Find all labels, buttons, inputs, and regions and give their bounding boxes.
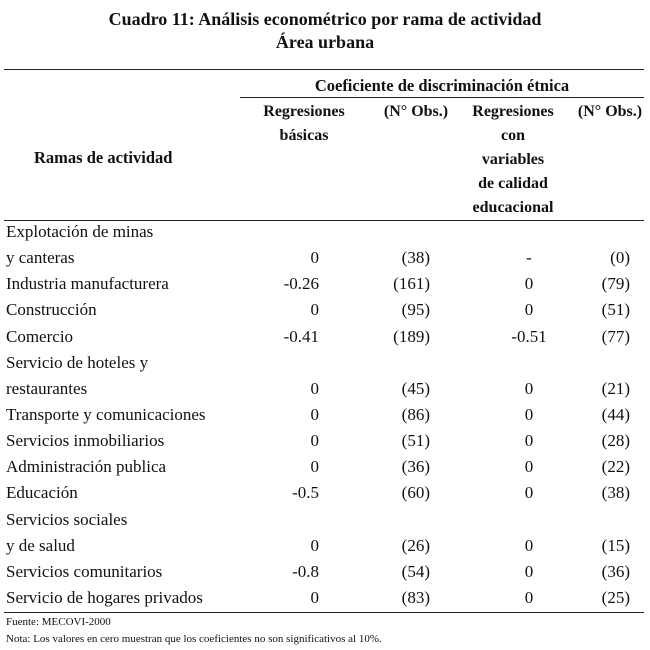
cell-obs-1: (36) bbox=[401, 457, 430, 477]
row-name: Construcción bbox=[6, 300, 97, 320]
col-header-obs-2: (N° Obs.) bbox=[577, 103, 643, 120]
table-row bbox=[0, 402, 650, 428]
cell-obs-2: (21) bbox=[601, 378, 630, 398]
top-rule bbox=[4, 69, 644, 70]
cell-regresiones-calidad: 0 bbox=[524, 535, 534, 555]
row-name: y de salud bbox=[6, 535, 75, 555]
cell-obs-1: (83) bbox=[401, 587, 430, 607]
cell-regresiones-calidad: 0 bbox=[524, 431, 534, 451]
table-subtitle: Área urbana bbox=[275, 32, 375, 52]
row-name: y canteras bbox=[6, 248, 75, 268]
row-name: Comercio bbox=[6, 326, 74, 346]
cell-obs-2: (28) bbox=[601, 431, 630, 451]
table-row bbox=[0, 245, 650, 271]
cell-regresiones-basicas: -0.8 bbox=[292, 561, 319, 581]
cell-regresiones-calidad: -0.51 bbox=[511, 326, 547, 346]
footnote: Nota: Los valores en cero muestran que los coeficientes no son significativos al 10%. bbox=[6, 633, 382, 645]
cell-regresiones-calidad: 0 bbox=[524, 457, 534, 477]
source-note: Fuente: MECOVI-2000 bbox=[6, 616, 111, 628]
cell-regresiones-basicas: 0 bbox=[310, 404, 319, 424]
cell-regresiones-calidad: 0 bbox=[524, 561, 534, 581]
cell-obs-2: (25) bbox=[601, 587, 630, 607]
cell-obs-2: (15) bbox=[601, 535, 630, 555]
table-row bbox=[0, 454, 650, 480]
cell-obs-1: (189) bbox=[393, 326, 430, 346]
cell-regresiones-calidad: 0 bbox=[524, 378, 534, 398]
cell-obs-1: (51) bbox=[401, 431, 430, 451]
table-row-label-line bbox=[0, 507, 650, 533]
cell-regresiones-basicas: -0.41 bbox=[283, 326, 319, 346]
cell-regresiones-calidad: 0 bbox=[524, 483, 534, 503]
table-row bbox=[0, 297, 650, 323]
row-name: Servicio de hogares privados bbox=[6, 587, 203, 607]
row-header-label: Ramas de actividad bbox=[34, 148, 173, 167]
cell-obs-2: (79) bbox=[601, 274, 630, 294]
row-name: Servicios inmobiliarios bbox=[6, 431, 165, 451]
table-row bbox=[0, 585, 650, 611]
row-name: Industria manufacturera bbox=[6, 274, 169, 294]
cell-obs-2: (22) bbox=[601, 457, 630, 477]
cell-regresiones-basicas: 0 bbox=[310, 378, 319, 398]
table-row bbox=[0, 533, 650, 559]
cell-obs-1: (45) bbox=[401, 378, 430, 398]
table-title: Cuadro 11: Análisis econométrico por rama de actividad bbox=[108, 9, 542, 29]
table-row bbox=[0, 271, 650, 297]
cell-obs-2: (51) bbox=[601, 300, 630, 320]
cell-regresiones-basicas: 0 bbox=[310, 587, 319, 607]
cell-regresiones-basicas: -0.26 bbox=[283, 274, 319, 294]
cell-regresiones-basicas: 0 bbox=[310, 431, 319, 451]
row-name: Administración publica bbox=[6, 457, 167, 477]
table-row bbox=[0, 559, 650, 585]
col-header-regresiones-basicas: Regresiones básicas bbox=[263, 103, 345, 144]
cell-regresiones-basicas: 0 bbox=[310, 535, 319, 555]
cell-regresiones-basicas: 0 bbox=[310, 248, 319, 268]
cell-obs-1: (161) bbox=[393, 274, 430, 294]
row-name: Transporte y comunicaciones bbox=[6, 404, 206, 424]
table-row bbox=[0, 480, 650, 506]
col-header-obs-1: (N° Obs.) bbox=[383, 103, 449, 120]
cell-obs-1: (26) bbox=[401, 535, 430, 555]
col-header-regresiones-calidad: Regresiones con variables de calidad educacional bbox=[472, 103, 554, 216]
cell-obs-1: (60) bbox=[401, 483, 430, 503]
cell-obs-1: (95) bbox=[401, 300, 430, 320]
cell-regresiones-basicas: 0 bbox=[310, 300, 319, 320]
cell-regresiones-basicas: 0 bbox=[310, 457, 319, 477]
cell-regresiones-calidad: - bbox=[526, 248, 532, 268]
group-header: Coeficiente de discriminación étnica bbox=[314, 76, 570, 95]
cell-regresiones-basicas: -0.5 bbox=[292, 483, 319, 503]
table-row bbox=[0, 376, 650, 402]
table-row-label-line bbox=[0, 350, 650, 376]
cell-regresiones-calidad: 0 bbox=[524, 300, 534, 320]
table-row bbox=[0, 428, 650, 454]
row-name: Explotación de minas bbox=[6, 222, 154, 241]
cell-regresiones-calidad: 0 bbox=[524, 587, 534, 607]
group-rule bbox=[240, 97, 644, 98]
row-name: Educación bbox=[6, 483, 78, 503]
cell-regresiones-calidad: 0 bbox=[524, 274, 534, 294]
table-row-label-line bbox=[0, 219, 650, 245]
cell-obs-2: (77) bbox=[601, 326, 630, 346]
cell-obs-2: (44) bbox=[601, 404, 630, 424]
row-name: Servicios comunitarios bbox=[6, 561, 163, 581]
cell-obs-1: (86) bbox=[401, 404, 430, 424]
table-row bbox=[0, 324, 650, 350]
cell-obs-1: (54) bbox=[401, 561, 430, 581]
bottom-rule bbox=[4, 612, 644, 613]
cell-obs-2: (0) bbox=[610, 248, 630, 268]
row-name: Servicios sociales bbox=[6, 509, 128, 529]
row-name: restaurantes bbox=[6, 378, 88, 398]
cell-obs-2: (36) bbox=[601, 561, 630, 581]
table-body bbox=[0, 219, 650, 611]
cell-obs-1: (38) bbox=[401, 248, 430, 268]
cell-regresiones-calidad: 0 bbox=[524, 404, 534, 424]
row-name: Servicio de hoteles y bbox=[6, 352, 149, 372]
cell-obs-2: (38) bbox=[601, 483, 630, 503]
